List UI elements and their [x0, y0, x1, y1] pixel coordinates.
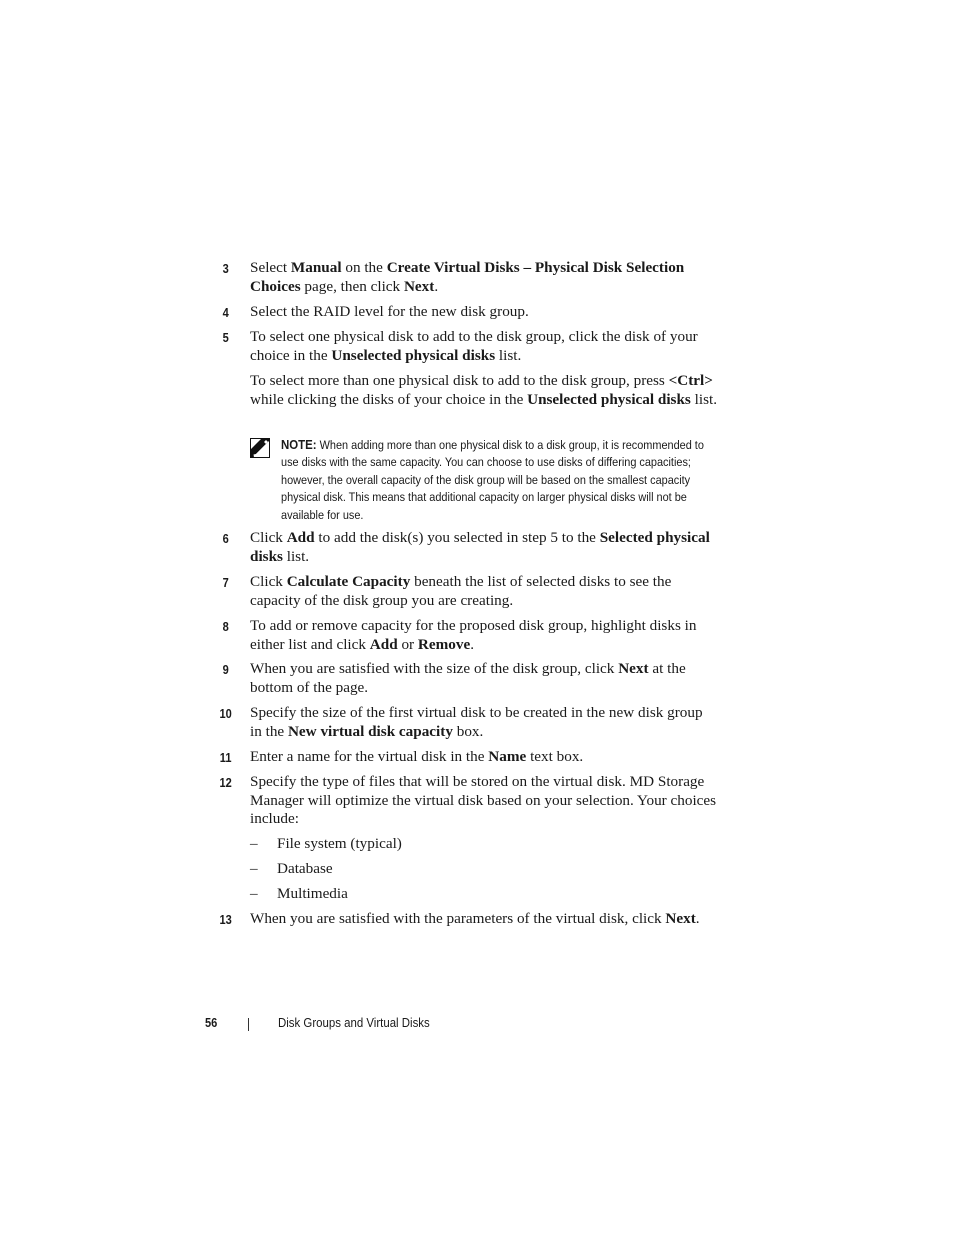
step-number: 7	[222, 575, 229, 590]
note-text	[281, 436, 721, 524]
step-number: 5	[222, 330, 229, 345]
running-footer-title: Disk Groups and Virtual Disks	[278, 1015, 430, 1030]
text: To select one physical disk to add to the disk group, click the disk of your choice in the	[250, 328, 698, 364]
page-number: 56	[205, 1015, 218, 1030]
ui-term: Name	[488, 748, 527, 765]
text: on the	[341, 259, 387, 276]
text: To select more than one physical disk to add to the disk group, press	[250, 372, 669, 389]
text: Select	[250, 259, 291, 276]
ui-term: Next	[665, 910, 696, 927]
note-box	[249, 436, 719, 526]
list-item-label: File system (typical)	[277, 835, 402, 852]
step-number: 3	[222, 261, 229, 276]
step-text	[250, 660, 718, 697]
text: box.	[452, 722, 484, 740]
text: Click	[250, 529, 287, 546]
step-text	[250, 573, 718, 610]
text: When you are satisfied with the parameters of the virtual disk, click	[250, 910, 666, 927]
text: list.	[495, 346, 522, 364]
text: or	[397, 635, 418, 653]
ui-term: Calculate Capacity	[286, 573, 411, 590]
step-number: 9	[222, 662, 229, 677]
ui-term: Add	[286, 529, 315, 546]
text: .	[695, 910, 700, 927]
step-text	[250, 617, 718, 654]
step-text	[250, 259, 718, 296]
text: Enter a name for the virtual disk in the	[250, 748, 489, 765]
list-item-label: Database	[277, 860, 333, 877]
ui-term: Create Virtual Disks – Physical Disk Selection Choices	[250, 259, 685, 295]
note-label: NOTE:	[281, 437, 317, 452]
text: while clicking the disks of your choice in the	[250, 390, 528, 408]
step-number: 8	[222, 619, 229, 634]
text: .	[470, 635, 474, 653]
ui-term: Add	[369, 635, 398, 653]
text: to add the disk(s) you selected in step 5 to the	[314, 529, 600, 546]
ui-term: Unselected physical disks	[331, 346, 496, 364]
step-text	[250, 704, 718, 741]
step-number: 6	[222, 531, 229, 546]
text: list.	[282, 547, 310, 565]
ui-term: New virtual disk capacity	[287, 722, 453, 740]
text: at the bottom of the page.	[250, 660, 686, 696]
step-text: Specify the type of files that will be stored on the virtual disk. MD Storage Manager will optimize the virtual disk based on your selection. Your choices include:	[250, 773, 717, 828]
step-5-extra	[250, 372, 718, 409]
ui-term: Selected physical disks	[250, 529, 710, 565]
list-dash: –	[250, 885, 258, 902]
text: list.	[690, 390, 717, 408]
ui-term: Manual	[290, 259, 342, 276]
step-text	[250, 748, 718, 767]
key-term: <Ctrl>	[668, 372, 713, 389]
step-text	[250, 910, 718, 929]
text: .	[434, 277, 439, 295]
step-number: 12	[219, 775, 232, 790]
footer-divider	[248, 1018, 249, 1031]
ui-term: Unselected physical disks	[527, 390, 691, 408]
list-item-label: Multimedia	[277, 885, 348, 902]
ui-term: Remove	[417, 635, 471, 653]
step-text	[250, 328, 718, 365]
ui-term: Next	[403, 277, 435, 295]
text: Specify the size of the first virtual disk to be created in the new disk group in the	[250, 704, 703, 740]
text: page, then click	[300, 277, 404, 295]
step-text: Select the RAID level for the new disk group.	[250, 303, 529, 320]
step-number: 13	[219, 912, 232, 927]
ui-term: Next	[618, 660, 649, 677]
step-text	[250, 529, 718, 566]
step-number: 4	[222, 305, 229, 320]
note-pencil-icon	[250, 438, 270, 458]
text: To add or remove capacity for the proposed disk group, highlight disks in either list and click	[250, 617, 697, 653]
text: When you are satisfied with the size of the disk group, click	[250, 660, 619, 677]
list-dash: –	[250, 835, 258, 852]
step-number: 10	[219, 706, 232, 721]
text: Click	[250, 573, 287, 590]
text: beneath the list of selected disks to see the capacity of the disk group you are creating.	[250, 573, 672, 609]
step-number: 11	[219, 750, 232, 765]
list-dash: –	[250, 860, 258, 877]
text: text box.	[526, 748, 584, 765]
note-body: When adding more than one physical disk to a disk group, it is recommended to use disks with the same capacity. You can choose to use disks of differing capacities; however, the overall capacity of the disk group will be based on the smallest capacity physical disk. This means that additional capacity on larger physical disks will not be available for use.	[281, 438, 704, 522]
